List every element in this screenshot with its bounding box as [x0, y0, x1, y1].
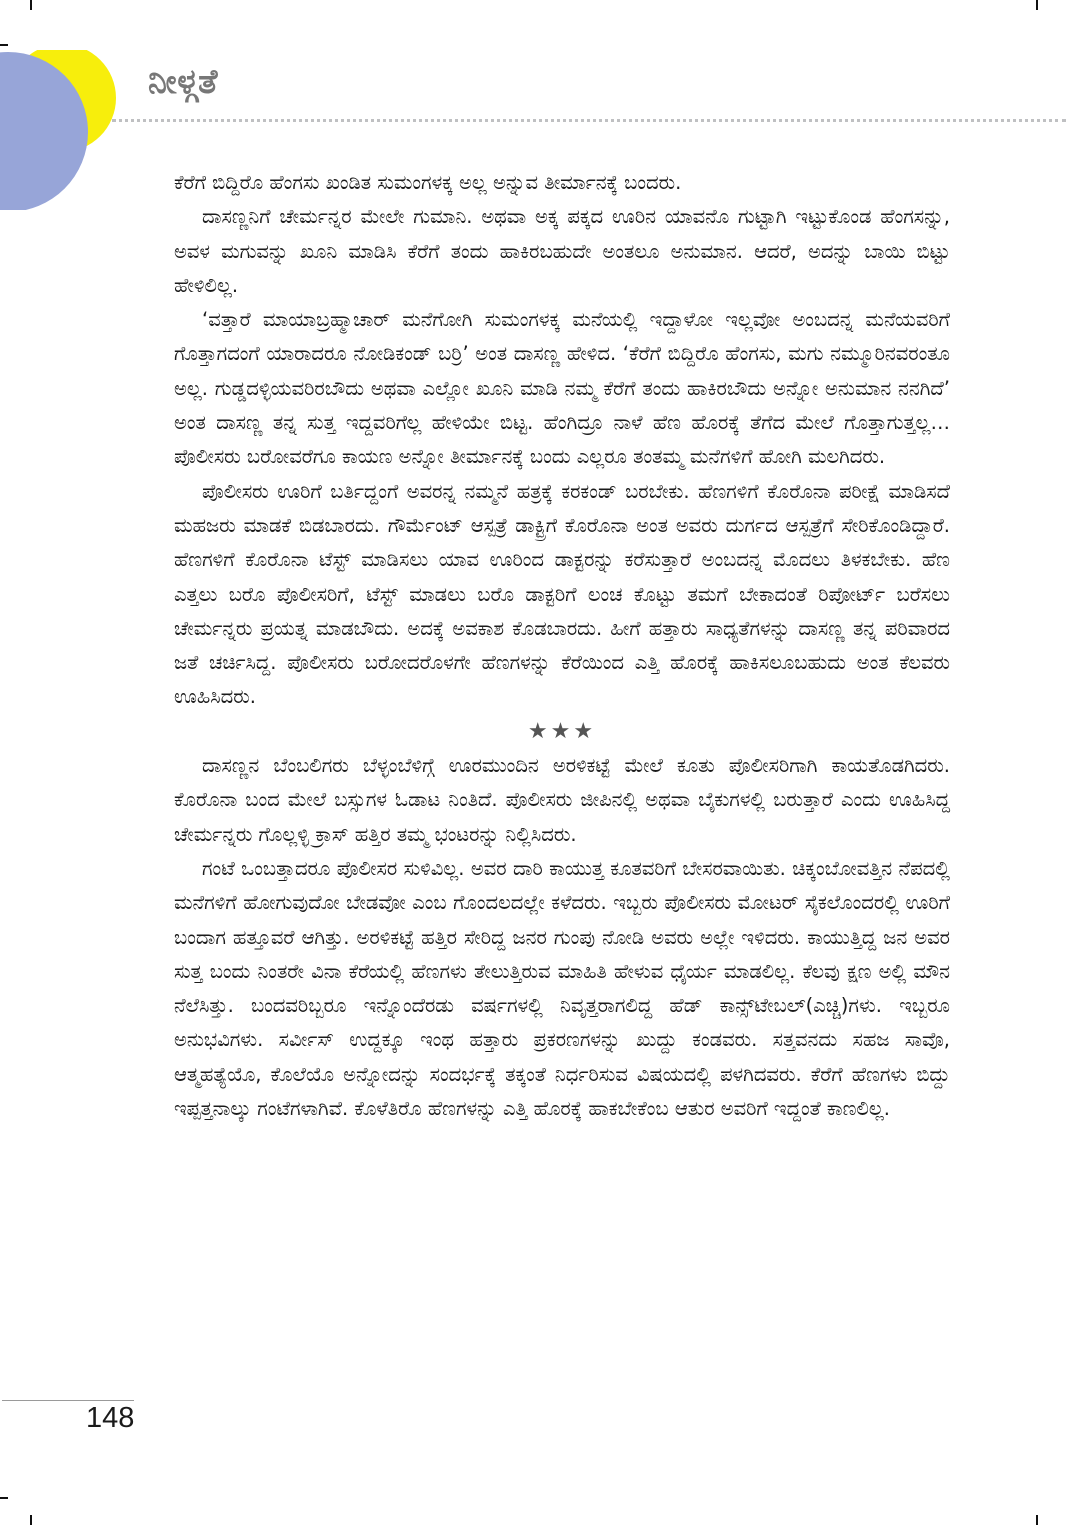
crop-mark-bottom-right — [1036, 1515, 1038, 1525]
crop-mark-top-right — [1036, 0, 1038, 10]
paragraph: ಗಂಟೆ ಒಂಬತ್ತಾದರೂ ಪೊಲೀಸರ ಸುಳಿವಿಲ್ಲ. ಅವರ ದಾರಿ ಕಾಯುತ್ತ ಕೂತವರಿಗೆ ಬೇಸರವಾಯಿತು. ಚಿಕ್ಕಂಬೋವತ್ತಿನ ನೆಪದಲ್ಲಿ ಮನೆಗಳಿಗೆ ಹೋಗುವುದೋ ಬೇಡವೋ ಎಂಬ ಗೊಂದಲದಲ್ಲೇ ಕಳೆದರು. ಇಬ್ಬರು ಪೊಲೀಸರು ಮೋಟರ್ ಸೈಕಲೊಂದರಲ್ಲಿ ಊರಿಗೆ ಬಂದಾಗ ಹತ್ತೂವರೆ ಆಗಿತ್ತು. ಅರಳಿಕಟ್ಟೆ ಹತ್ತಿರ ಸೇರಿದ್ದ ಜನರ ಗುಂಪು ನೋಡಿ ಅವರು ಅಲ್ಲೇ ಇಳಿದರು. ಕಾಯುತ್ತಿದ್ದ ಜನ ಅವರ ಸುತ್ತ ಬಂದು ನಿಂತರೇ ವಿನಾ ಕೆರೆಯಲ್ಲಿ ಹೆಣಗಳು ತೇಲುತ್ತಿರುವ ಮಾಹಿತಿ ಹೇಳುವ ಧೈರ್ಯ ಮಾಡಲಿಲ್ಲ. ಕೆಲವು ಕ್ಷಣ ಅಲ್ಲಿ ಮೌನ ನೆಲೆಸಿತ್ತು. ಬಂದವರಿಬ್ಬರೂ ಇನ್ನೊಂದೆರಡು ವರ್ಷಗಳಲ್ಲಿ ನಿವೃತ್ತರಾಗಲಿದ್ದ ಹೆಡ್ ಕಾನ್ಸ್‌ಟೇಬಲ್(ಎಚ್ಚಿ)ಗಳು. ಇಬ್ಬರೂ ಅನುಭವಿಗಳು. ಸರ್ವೀಸ್ ಉದ್ದಕ್ಕೂ ಇಂಥ ಹತ್ತಾರು ಪ್ರಕರಣಗಳನ್ನು ಖುದ್ದು ಕಂಡವರು. ಸತ್ತವನದು ಸಹಜ ಸಾವೊ, ಆತ್ಮಹತ್ಯೆಯೊ, ಕೊಲೆಯೊ ಅನ್ನೋದನ್ನು ಸಂದರ್ಭಕ್ಕೆ ತಕ್ಕಂತೆ ನಿರ್ಧರಿಸುವ ವಿಷಯದಲ್ಲಿ ಪಳಗಿದವರು. ಕೆರೆಗೆ ಹೆಣಗಳು ಬಿದ್ದು ಇಪ್ಪತ್ತನಾಲ್ಕು ಗಂಟೆಗಳಾಗಿವೆ. ಕೊಳೆತಿರೊ ಹೆಣಗಳನ್ನು ಎತ್ತಿ ಹೊರಕ್ಕೆ ಹಾಕಬೇಕೆಂಬ ಆತುರ ಅವರಿಗೆ ಇದ್ದಂತೆ ಕಾಣಲಿಲ್ಲ. — [174, 856, 950, 1121]
section-break-stars: ★★★ — [527, 718, 597, 744]
crop-mark-left-lower — [0, 1497, 8, 1499]
paragraph: ದಾಸಣ್ಣನಿಗೆ ಚೇರ್ಮನ್ನರ ಮೇಲೇ ಗುಮಾನಿ. ಅಥವಾ ಅಕ್ಕ ಪಕ್ಕದ ಊರಿನ ಯಾವನೊ ಗುಟ್ಟಾಗಿ ಇಟ್ಟುಕೊಂಡ ಹೆಂಗಸನ್ನು, ಅವಳ ಮಗುವನ್ನು ಖೂನಿ ಮಾಡಿಸಿ ಕೆರೆಗೆ ತಂದು ಹಾಕಿರಬಹುದೇ ಅಂತಲೂ ಅನುಮಾನ. ಆದರೆ, ಅದನ್ನು ಬಾಯಿ ಬಿಟ್ಟು ಹೇಳಿಲಿಲ್ಲ. — [174, 205, 950, 297]
crop-mark-bottom-left — [30, 1515, 32, 1525]
folio-rule — [2, 1400, 134, 1401]
crop-mark-top-left — [30, 0, 32, 10]
paragraph: ಪೊಲೀಸರು ಊರಿಗೆ ಬರ್ತಿದ್ದಂಗೆ ಅವರನ್ನ ನಮ್ಮನೆ ಹತ್ರಕ್ಕೆ ಕರಕಂಡ್ ಬರಬೇಕು. ಹೆಣಗಳಿಗೆ ಕೊರೊನಾ ಪರೀಕ್ಷೆ ಮಾಡಿಸದೆ ಮಹಜರು ಮಾಡಕೆ ಬಿಡಬಾರದು. ಗೌರ್ಮೆಂಟ್ ಆಸ್ಪತ್ರೆ ಡಾಕ್ಟ್ರಿಗೆ ಕೊರೊನಾ ಅಂತ ಅವರು ದುರ್ಗದ ಆಸ್ಪತ್ರೆಗೆ ಸೇರಿಕೊಂಡಿದ್ದಾರೆ. ಹೆಣಗಳಿಗೆ ಕೊರೊನಾ ಟೆಸ್ಟ್ ಮಾಡಿಸಲು ಯಾವ ಊರಿಂದ ಡಾಕ್ಟರನ್ನು ಕರೆಸುತ್ತಾರೆ ಅಂಬದನ್ನ ಮೊದಲು ತಿಳಕಬೇಕು. ಹೆಣ ಎತ್ತಲು ಬರೊ ಪೊಲೀಸರಿಗೆ, ಟೆಸ್ಟ್ ಮಾಡಲು ಬರೊ ಡಾಕ್ಟರಿಗೆ ಲಂಚ ಕೊಟ್ಟು ತಮಗೆ ಬೇಕಾದಂತೆ ರಿಪೋರ್ಟ್ ಬರೆಸಲು ಚೇರ್ಮನ್ನರು ಪ್ರಯತ್ನ ಮಾಡಬೌದು. ಅದಕ್ಕೆ ಅವಕಾಶ ಕೊಡಬಾರದು. ಹೀಗೆ ಹತ್ತಾರು ಸಾಧ್ಯತೆಗಳನ್ನು ದಾಸಣ್ಣ ತನ್ನ ಪರಿವಾರದ ಜತೆ ಚರ್ಚಿಸಿದ್ದ. ಪೊಲೀಸರು ಬರೋದರೊಳಗೇ ಹೆಣಗಳನ್ನು ಕೆರೆಯಿಂದ ಎತ್ತಿ ಹೊರಕ್ಕೆ ಹಾಕಿಸಲೂಬಹುದು ಅಂತ ಕೆಲವರು ಊಹಿಸಿದರು. — [174, 479, 950, 709]
running-title: ನೀಳ್ಗತೆ — [148, 62, 218, 102]
body-text — [174, 166, 950, 1126]
crop-mark-left-upper — [0, 44, 8, 46]
header-dotted-rule — [112, 119, 1066, 122]
paragraph: ಕೆರೆಗೆ ಬಿದ್ದಿರೊ ಹೆಂಗಸು ಖಂಡಿತ ಸುಮಂಗಳಕ್ಕ ಅಲ್ಲ ಅನ್ನುವ ತೀರ್ಮಾನಕ್ಕೆ ಬಂದರು. — [174, 171, 682, 194]
page-number: 148 — [86, 1402, 135, 1434]
paragraph: ‘ವತ್ತಾರೆ ಮಾಯಾಬ್ರಹ್ಮಾಚಾರ್ ಮನೆಗೋಗಿ ಸುಮಂಗಳಕ್ಕ ಮನೆಯಲ್ಲಿ ಇದ್ದಾಳೋ ಇಲ್ಲವೋ ಅಂಬದನ್ನ ಮನೆಯವರಿಗೆ ಗೊತ್ತಾಗದಂಗೆ ಯಾರಾದರೂ ನೋಡಿಕಂಡ್ ಬರ್ರಿ’ ಅಂತ ದಾಸಣ್ಣ ಹೇಳಿದ. ‘ಕೆರೆಗೆ ಬಿದ್ದಿರೊ ಹೆಂಗಸು, ಮಗು ನಮ್ಮೂರಿನವರಂತೂ ಅಲ್ಲ. ಗುಡ್ಡದಳ್ಳಿಯವರಿರಬೌದು ಅಥವಾ ಎಲ್ಲೋ ಖೂನಿ ಮಾಡಿ ನಮ್ಮ ಕೆರೆಗೆ ತಂದು ಹಾಕಿರಬೌದು ಅನ್ನೋ ಅನುಮಾನ ನನಗಿದೆ’ ಅಂತ ದಾಸಣ್ಣ ತನ್ನ ಸುತ್ತ ಇದ್ದವರಿಗೆಲ್ಲ ಹೇಳಿಯೇ ಬಿಟ್ಟ. ಹೆಂಗಿದ್ರೂ ನಾಳೆ ಹೆಣ ಹೊರಕ್ಕೆ ತೆಗೆದ ಮೇಲೆ ಗೊತ್ತಾಗುತ್ತಲ್ಲ… ಪೊಲೀಸರು ಬರೋವರೆಗೂ ಕಾಯಣ ಅನ್ನೋ ತೀರ್ಮಾನಕ್ಕೆ ಬಂದು ಎಲ್ಲರೂ ತಂತಮ್ಮ ಮನೆಗಳಿಗೆ ಹೋಗಿ ಮಲಗಿದರು. — [174, 308, 950, 469]
corner-circles-decoration — [0, 50, 130, 210]
paragraph: ದಾಸಣ್ಣನ ಬೆಂಬಲಿಗರು ಬೆಳ್ಳಂಬೆಳಿಗ್ಗೆ ಊರಮುಂದಿನ ಅರಳಿಕಟ್ಟೆ ಮೇಲೆ ಕೂತು ಪೊಲೀಸರಿಗಾಗಿ ಕಾಯತೊಡಗಿದರು. ಕೊರೊನಾ ಬಂದ ಮೇಲೆ ಬಸ್ಸುಗಳ ಓಡಾಟ ನಿಂತಿದೆ. ಪೊಲೀಸರು ಜೀಪಿನಲ್ಲಿ ಅಥವಾ ಬೈಕುಗಳಲ್ಲಿ ಬರುತ್ತಾರೆ ಎಂದು ಊಹಿಸಿದ್ದ ಚೇರ್ಮನ್ನರು ಗೊಲ್ಲಳ್ಳಿ ಕ್ರಾಸ್ ಹತ್ತಿರ ತಮ್ಮ ಭಂಟರನ್ನು ನಿಲ್ಲಿಸಿದರು. — [174, 754, 950, 846]
